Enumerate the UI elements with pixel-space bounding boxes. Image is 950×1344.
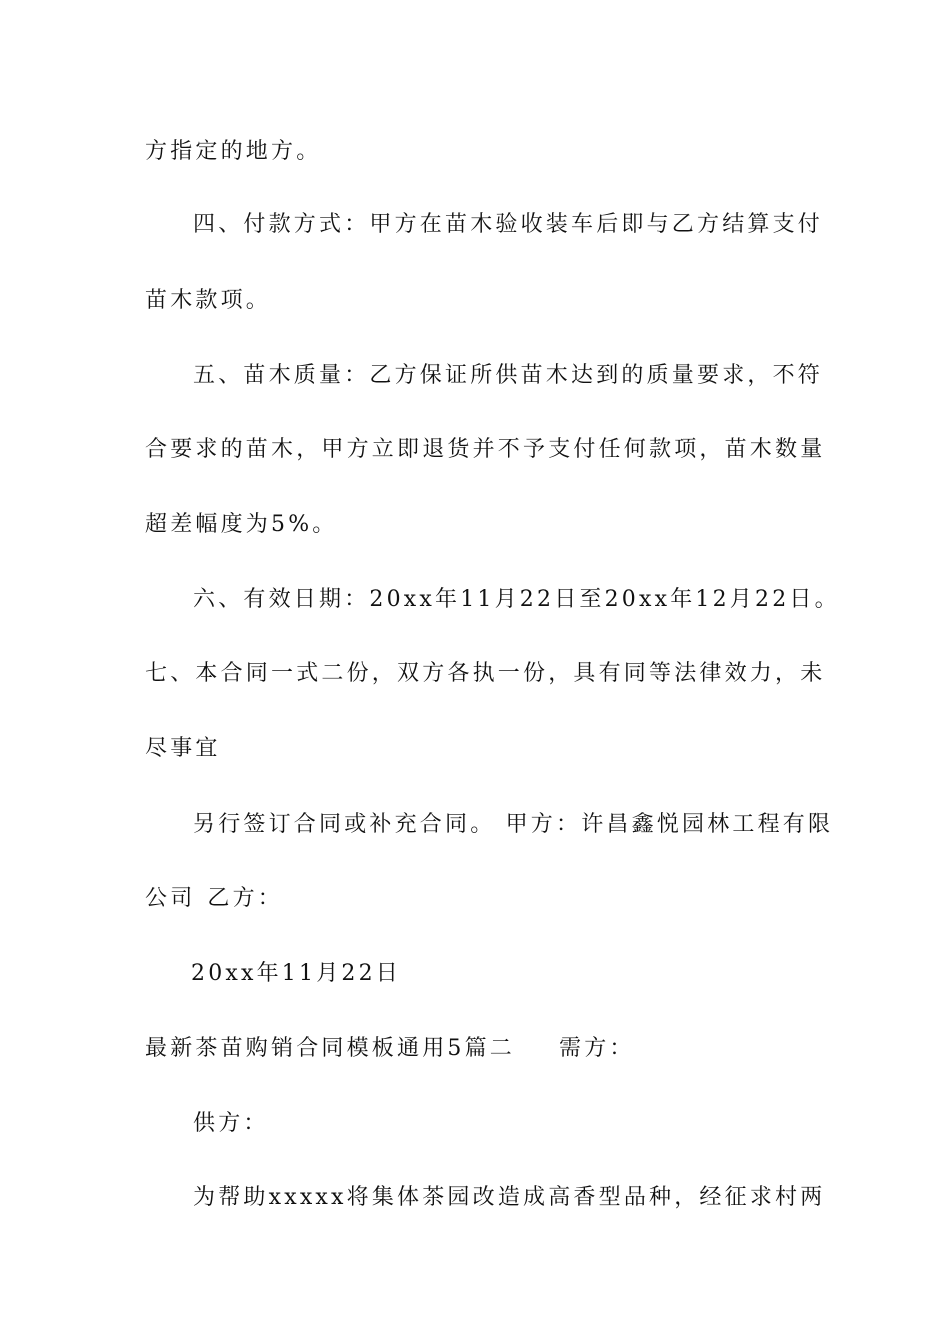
text-line: 方指定的地方。	[145, 139, 322, 164]
party-b-label: 乙方：	[207, 886, 284, 911]
text-line: 尽事宜	[145, 736, 221, 761]
signature-party-a: 另行签订合同或补充合同。 甲方：许昌鑫悦园林工程有限	[193, 812, 834, 837]
section-heading: 最新茶苗购销合同模板通用5篇二	[145, 1036, 515, 1061]
signature-line	[145, 885, 283, 913]
company-suffix: 公司	[145, 886, 196, 911]
signature-date: 20xx年11月22日	[191, 961, 401, 986]
clause-copies: 七、本合同一式二份，双方各执一份，具有同等法律效力，未	[145, 661, 826, 686]
clause-validity: 六、有效日期：20xx年11月22日至20xx年12月22日。	[193, 587, 840, 612]
text-line: 超差幅度为5%。	[145, 512, 338, 537]
section-heading-line	[145, 1035, 635, 1063]
clause-payment: 四、付款方式：甲方在苗木验收装车后即与乙方结算支付	[193, 212, 824, 237]
intro-paragraph: 为帮助xxxxx将集体茶园改造成高香型品种，经征求村两	[193, 1185, 826, 1210]
text-line: 合要求的苗木，甲方立即退货并不予支付任何款项，苗木数量	[145, 437, 826, 462]
clause-quality: 五、苗木质量：乙方保证所供苗木达到的质量要求，不符	[193, 363, 824, 388]
text-line: 苗木款项。	[145, 288, 272, 313]
supplier-label: 供方：	[193, 1111, 269, 1136]
buyer-label: 需方：	[559, 1036, 635, 1061]
